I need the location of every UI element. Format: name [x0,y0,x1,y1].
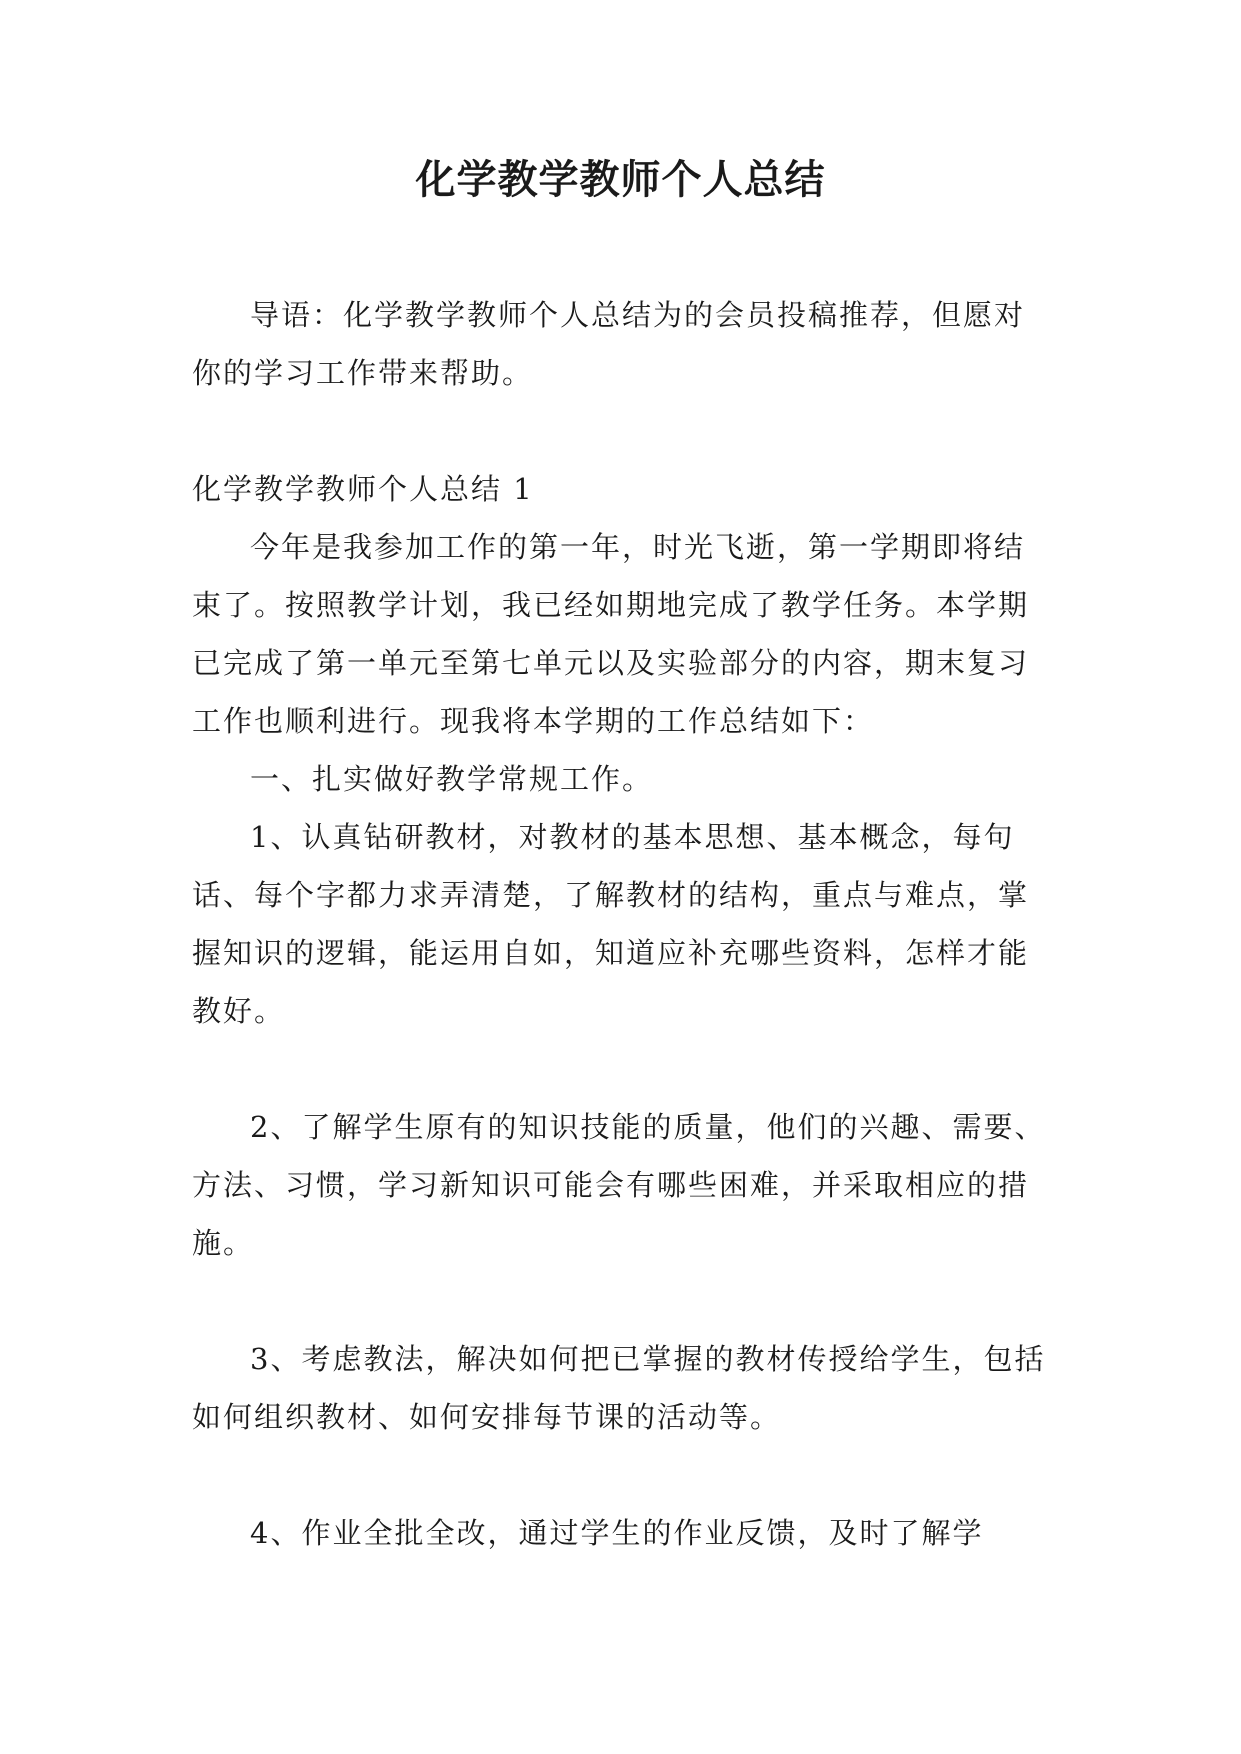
list-item-1: 1、认真钻研教材，对教材的基本思想、基本概念，每句话、每个字都力求弄清楚，了解教材的结构，重点与难点，掌握知识的逻辑，能运用自如，知道应补充哪些资料，怎样才能教好。 [192,820,1030,1028]
list-item-4: 4、作业全批全改，通过学生的作业反馈，及时了解学 [250,1516,984,1550]
section-heading: 化学教学教师个人总结 1 [192,472,534,506]
point-heading-1: 一、扎实做好教学常规工作。 [250,762,654,796]
opening-paragraph: 今年是我参加工作的第一年，时光飞逝，第一学期即将结束了。按照教学计划，我已经如期地完成了教学任务。本学期已完成了第一单元至第七单元以及实验部分的内容，期末复习工作也顺利进行。现我将本学期的工作总结如下： [192,530,1030,738]
list-item-3: 3、考虑教法，解决如何把已掌握的教材传授给学生，包括如何组织教材、如何安排每节课的活动等。 [192,1342,1046,1434]
list-item-2: 2、了解学生原有的知识技能的质量，他们的兴趣、需要、方法、习惯，学习新知识可能会有哪些困难，并采取相应的措施。 [192,1110,1046,1260]
intro-paragraph: 导语：化学教学教师个人总结为的会员投稿推荐，但愿对你的学习工作带来帮助。 [192,298,1026,390]
document-title: 化学教学教师个人总结 [415,156,826,203]
